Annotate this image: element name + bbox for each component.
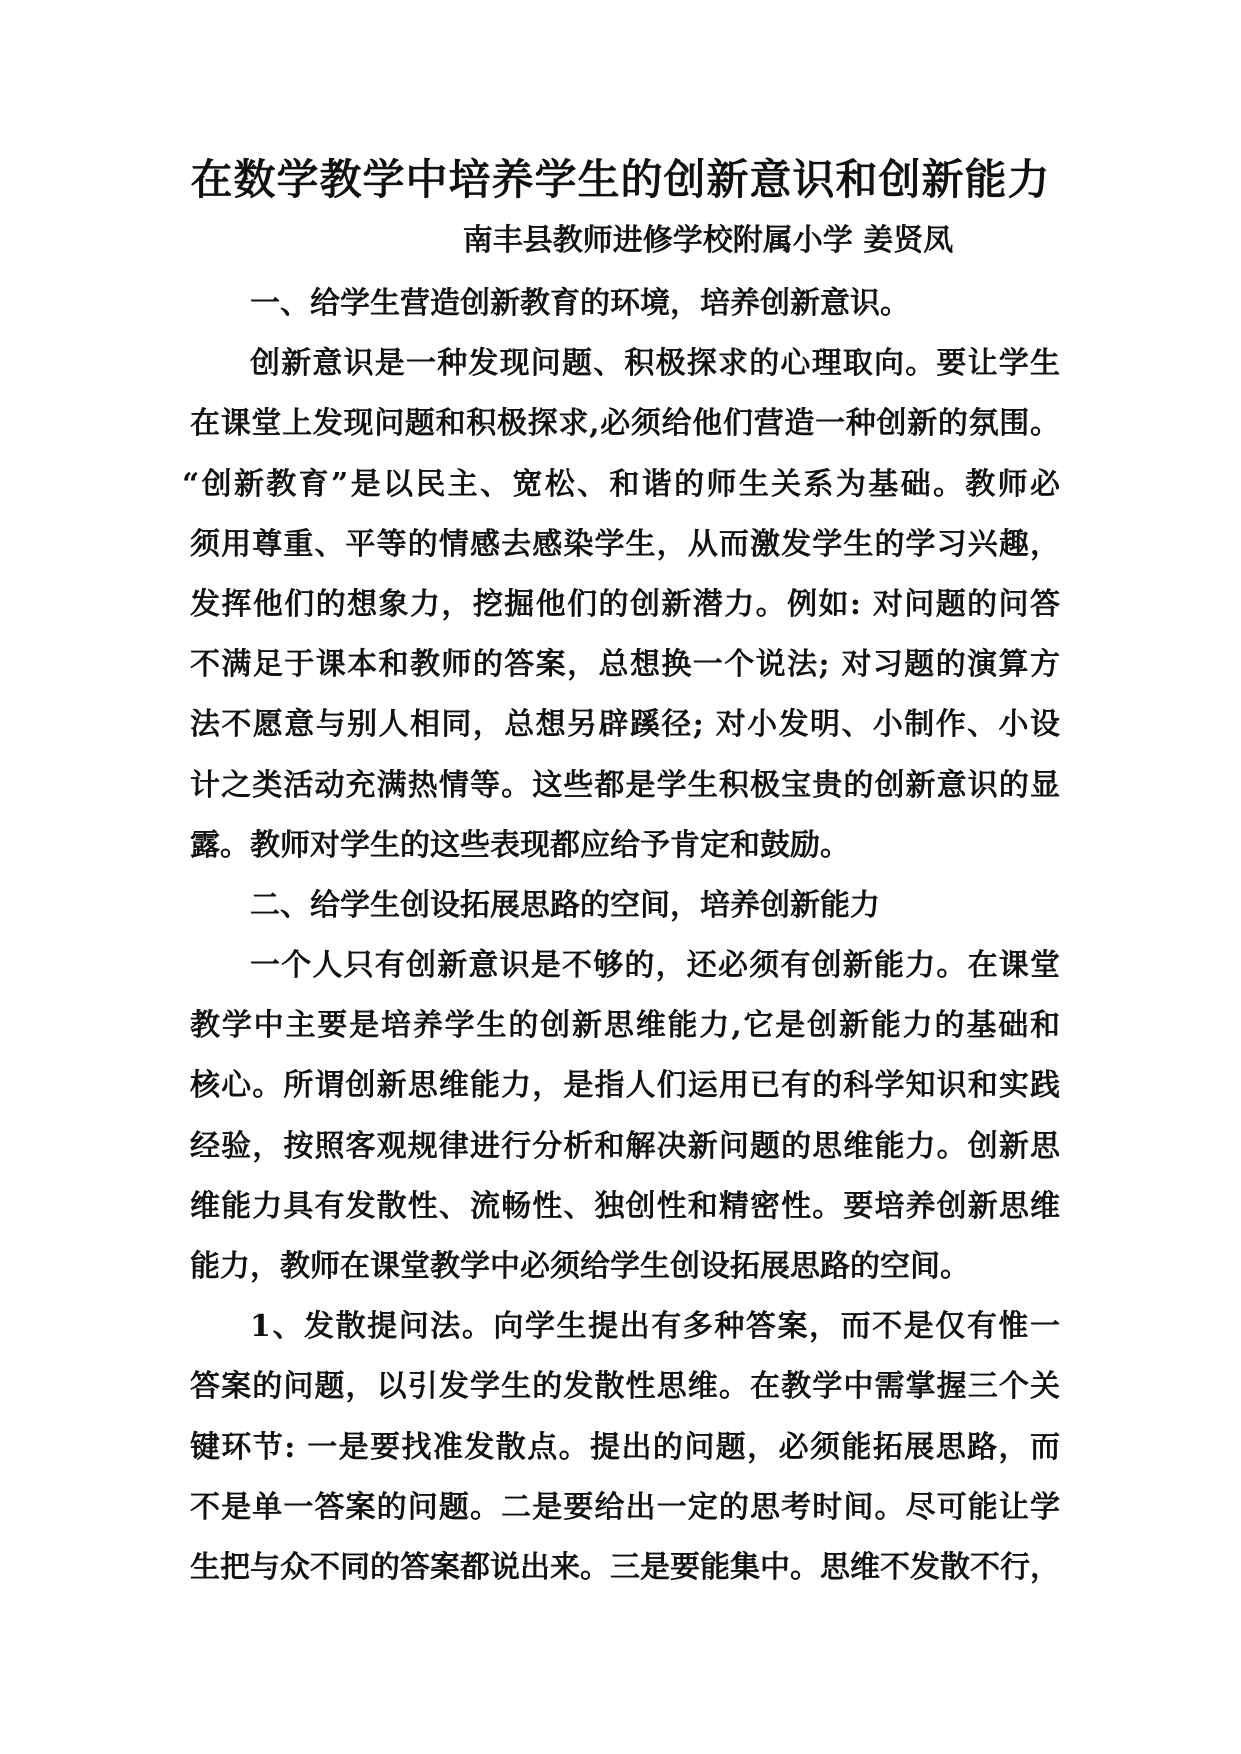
body-line: 不是单一答案的问题。二是要给出一定的思考时间。尽可能让学 xyxy=(190,1489,1060,1525)
body-line: 露。教师对学生的这些表现都应给予肯定和鼓励。 xyxy=(190,827,850,863)
body-line: 在课堂上发现问题和积极探求,必须给他们营造一种创新的氛围。 xyxy=(190,406,1060,442)
body-line: 创新意识是一种发现问题、积极探求的心理取向。要让学生 xyxy=(250,346,1060,382)
body-line: 生把与众不同的答案都说出来。三是要能集中。思维不发散不行， xyxy=(190,1549,1060,1585)
body-line: 须用尊重、平等的情感去感染学生，从而激发学生的学习兴趣， xyxy=(190,526,1060,562)
document-author: 南丰县教师进修学校附属小学 姜贤凤 xyxy=(462,223,954,258)
body-line: 一个人只有创新意识是不够的，还必须有创新能力。在课堂 xyxy=(250,948,1060,984)
body-line: “创新教育”是以民主、宽松、和谐的师生关系为基础。教师必 xyxy=(182,466,1060,502)
body-line: 答案的问题，以引发学生的发散性思维。在教学中需掌握三个关 xyxy=(190,1369,1060,1405)
body-line: 1、发散提问法。向学生提出有多种答案，而不是仅有惟一 xyxy=(250,1309,1060,1345)
body-line: 一、给学生营造创新教育的环境，培养创新意识。 xyxy=(250,286,910,321)
document-title: 在数学教学中培养学生的创新意识和创新能力 xyxy=(190,155,1051,204)
body-line: 法不愿意与别人相同，总想另辟蹊径; 对小发明、小制作、小设 xyxy=(190,707,1060,743)
body-line: 维能力具有发散性、流畅性、独创性和精密性。要培养创新思维 xyxy=(190,1188,1060,1224)
body-line: 键环节: 一是要找准发散点。提出的问题，必须能拓展思路，而 xyxy=(190,1429,1060,1465)
body-line: 经验，按照客观规律进行分析和解决新问题的思维能力。创新思 xyxy=(190,1128,1060,1164)
document-body xyxy=(182,274,1060,1598)
body-line: 不满足于课本和教师的答案，总想换一个说法; 对习题的演算方 xyxy=(190,647,1060,683)
body-line: 二、给学生创设拓展思路的空间，培养创新能力 xyxy=(250,887,880,923)
body-line: 能力，教师在课堂教学中必须给学生创设拓展思路的空间。 xyxy=(190,1249,970,1284)
body-line: 计之类活动充满热情等。这些都是学生积极宝贵的创新意识的显 xyxy=(190,767,1060,803)
body-line: 教学中主要是培养学生的创新思维能力,它是创新能力的基础和 xyxy=(190,1008,1060,1044)
body-line: 核心。所谓创新思维能力，是指人们运用已有的科学知识和实践 xyxy=(190,1068,1060,1104)
body-line: 发挥他们的想象力，挖掘他们的创新潜力。例如: 对问题的问答 xyxy=(190,586,1060,622)
